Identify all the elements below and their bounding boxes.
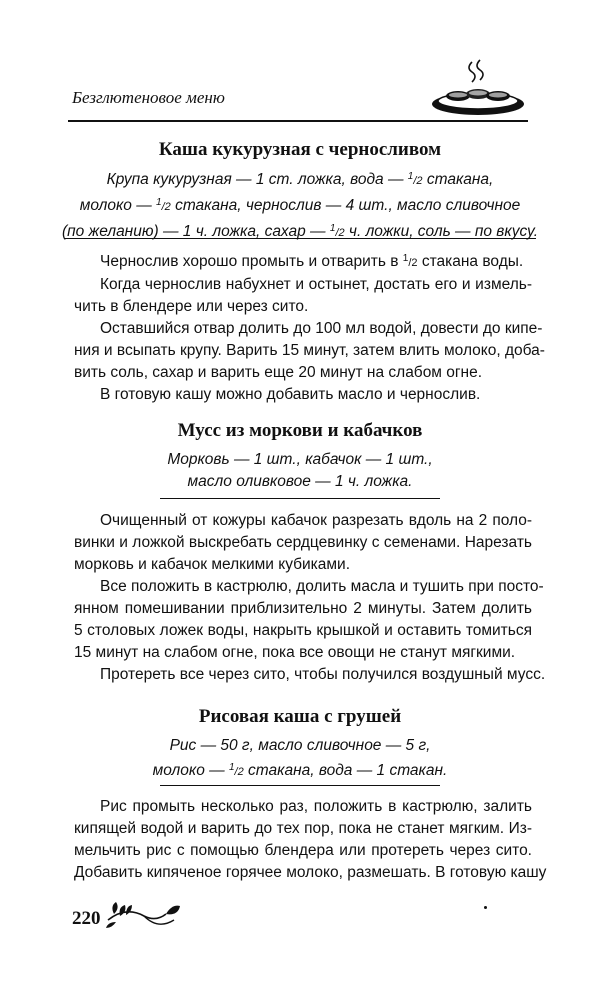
paragraph-line: Добавить кипяченое горячее молоко, размешать. В готовую кашу (74, 864, 547, 881)
paragraph-line: чить в блендере или через сито. (74, 298, 309, 315)
paragraph-line: Оставшийся отвар долить до 100 мл водой, довести до кипе- (100, 320, 543, 337)
recipe-ingredients (60, 166, 540, 244)
paragraph-line: 5 столовых ложек воды, накрыть крышкой и оставить томиться (74, 622, 532, 639)
recipe-ingredients (60, 735, 540, 783)
paragraph-line: янном помешивании приблизительно 2 минуты. Затем долить (74, 600, 532, 617)
ingredients-line: Морковь — 1 шт., кабачок — 1 шт., (167, 451, 433, 468)
running-header-title: Безглютеновое меню (72, 88, 225, 107)
paragraph-line: винки и ложкой выскребать сердцевинку с семенами. Нарезать (74, 534, 532, 551)
paragraph-line: В готовую кашу можно добавить масло и чернослив. (100, 386, 481, 403)
paragraph-line: Очищенный от кожуры кабачок разрезать вдоль на 2 поло- (100, 512, 532, 529)
recipe-title: Рисовая каша с грушей (198, 706, 402, 727)
page-number: 220 (72, 908, 101, 929)
plate-with-food-icon (428, 58, 528, 122)
paragraph-line: Когда чернослив набухнет и остынет, достать его и измель- (100, 276, 532, 293)
paragraph-line: Чернослив хорошо промыть и отварить в $^1$/2 стакана воды. (100, 253, 524, 270)
recipe-instructions (74, 248, 545, 406)
recipe-instructions (74, 796, 547, 884)
paragraph-line: кипящей водой и варить до тех пор, пока не станет мягким. Из- (74, 820, 532, 837)
ingredients-line: молоко — $^1$/2 стакана, чернослив — 4 шт., масло сливочное (79, 197, 521, 214)
ingredients-separator (160, 785, 440, 786)
ingredients-line: молоко — $^1$/2 стакана, вода — 1 стакан. (152, 762, 448, 779)
ingredients-separator (64, 238, 536, 239)
recipe-instructions (74, 510, 546, 686)
recipe-ingredients (60, 449, 540, 493)
ingredients-line: (по желанию) — 1 ч. ложка, сахар — $^1$/2 ч. ложки, соль — по вкусу. (61, 223, 539, 240)
ingredients-line: масло оливковое — 1 ч. ложка. (187, 473, 413, 490)
paragraph-line: Все положить в кастрюлю, долить масла и тушить при посто- (100, 578, 544, 595)
paragraph-line: морковь и кабачок мелкими кубиками. (74, 556, 351, 573)
ingredients-line: Крупа кукурузная — 1 ст. ложка, вода — $^1$/2 стакана, (106, 171, 494, 188)
ingredients-separator (160, 498, 440, 499)
recipe-title: Мусс из моркови и кабачков (177, 420, 423, 441)
recipe-title: Каша кукурузная с черносливом (158, 139, 442, 160)
paragraph-line: ния и всыпать крупу. Варить 15 минут, затем влить молоко, доба- (74, 342, 545, 359)
paragraph-line: Протереть все через сито, чтобы получился воздушный мусс. (100, 666, 546, 683)
ingredients-line: Рис — 50 г, масло сливочное — 5 г, (169, 737, 431, 754)
stray-dot (484, 906, 487, 909)
floral-ornament-icon (104, 898, 184, 932)
paragraph-line: мельчить рис с помощью блендера или протереть через сито. (74, 842, 532, 859)
paragraph-line: вить соль, сахар и варить еще 20 минут на слабом огне. (74, 364, 483, 381)
paragraph-line: Рис промыть несколько раз, положить в кастрюлю, залить (100, 798, 532, 815)
paragraph-line: 15 минут на слабом огне, пока все овощи не станут мягкими. (74, 644, 516, 661)
